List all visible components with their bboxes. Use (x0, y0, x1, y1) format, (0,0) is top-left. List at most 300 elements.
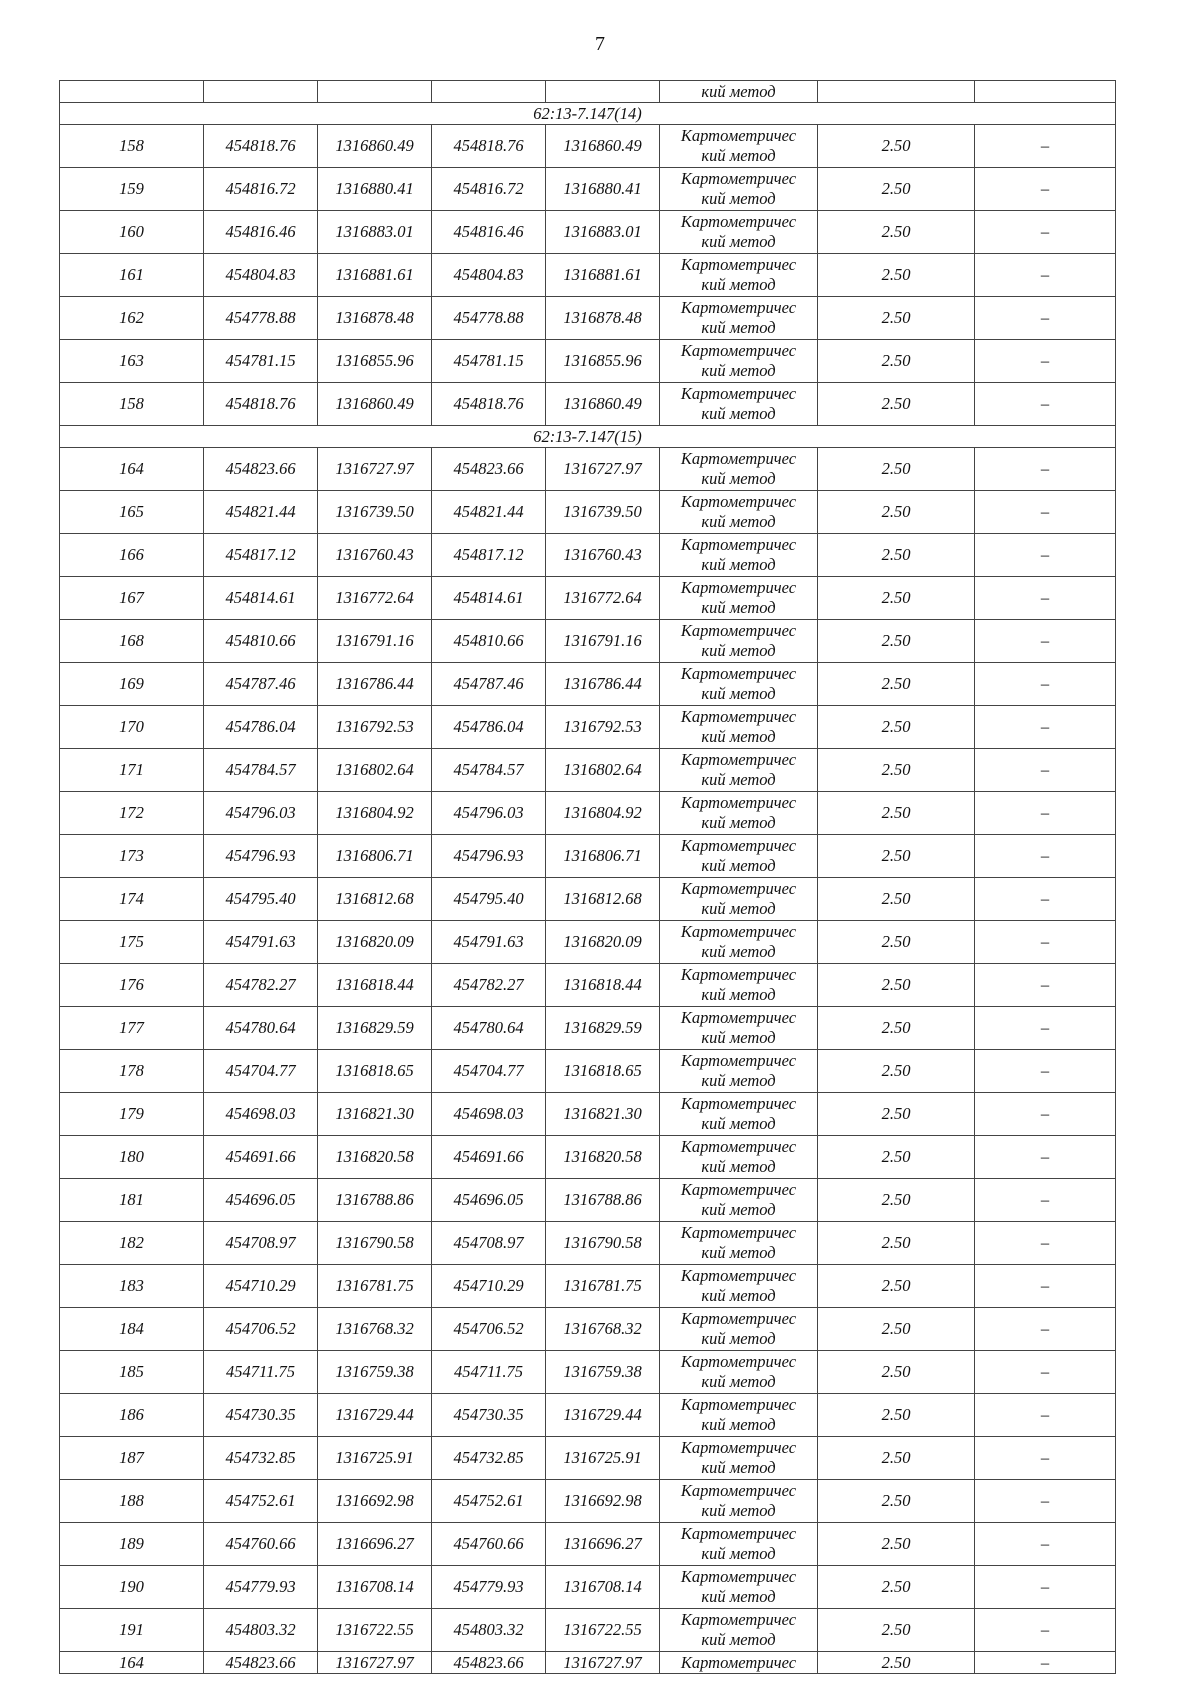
x-coord-new: 454732.85 (432, 1437, 546, 1480)
x-coord-new: 454803.32 (432, 1609, 546, 1652)
y-coord-existing: 1316820.09 (318, 921, 432, 964)
coordinates-table (59, 80, 1116, 1674)
x-coord-existing: 454779.93 (204, 1566, 318, 1609)
x-coord-new: 454782.27 (432, 964, 546, 1007)
y-coord-new: 1316806.71 (546, 835, 660, 878)
x-coord-new: 454781.15 (432, 340, 546, 383)
method-cell (660, 297, 818, 340)
note: – (975, 1394, 1116, 1437)
y-coord-new: 1316860.49 (546, 383, 660, 426)
x-coord-new: 454823.66 (432, 448, 546, 491)
x-coord-existing: 454804.83 (204, 254, 318, 297)
x-coord-new: 454804.83 (432, 254, 546, 297)
accuracy: 2.50 (818, 1394, 975, 1437)
y-coord-new: 1316804.92 (546, 792, 660, 835)
y-coord-new: 1316812.68 (546, 878, 660, 921)
x-coord-new: 454814.61 (432, 577, 546, 620)
y-coord-existing: 1316806.71 (318, 835, 432, 878)
y-coord-existing: 1316790.58 (318, 1222, 432, 1265)
y-coord-new: 1316725.91 (546, 1437, 660, 1480)
method-cell (660, 168, 818, 211)
method-line-2: кий метод (701, 942, 776, 961)
method-cell (660, 620, 818, 663)
table-row (60, 491, 1116, 534)
x-coord-new: 454710.29 (432, 1265, 546, 1308)
y-coord-new: 1316820.09 (546, 921, 660, 964)
x-coord-new: 454778.88 (432, 297, 546, 340)
x-coord-new: 454795.40 (432, 878, 546, 921)
method-cell (660, 1351, 818, 1394)
note: – (975, 1265, 1116, 1308)
note: – (975, 1093, 1116, 1136)
method-cell (660, 383, 818, 426)
point-number: 176 (60, 964, 204, 1007)
accuracy: 2.50 (818, 1652, 975, 1674)
y-coord-existing: 1316727.97 (318, 1652, 432, 1674)
x-coord-new: 454708.97 (432, 1222, 546, 1265)
note: – (975, 340, 1116, 383)
x-coord-new: 454817.12 (432, 534, 546, 577)
accuracy: 2.50 (818, 534, 975, 577)
method-line-1: Картометричес (680, 793, 797, 812)
point-number: 169 (60, 663, 204, 706)
method-line-2: кий метод (701, 684, 776, 703)
x-coord-existing: 454823.66 (204, 448, 318, 491)
method-line-2: кий метод (701, 1501, 776, 1520)
method-line-1: Картометричес (680, 535, 797, 554)
y-coord-new: 1316696.27 (546, 1523, 660, 1566)
y-coord-new: 1316739.50 (546, 491, 660, 534)
method-line-2: кий метод (701, 1587, 776, 1606)
method-cell (660, 1007, 818, 1050)
method-line-1: Картометричес (680, 1395, 797, 1414)
x-coord-existing: 454691.66 (204, 1136, 318, 1179)
x-coord-existing: 454796.93 (204, 835, 318, 878)
x-coord-existing: 454803.32 (204, 1609, 318, 1652)
y-coord-existing: 1316788.86 (318, 1179, 432, 1222)
note: – (975, 1437, 1116, 1480)
point-number: 172 (60, 792, 204, 835)
method-line-1: Картометричес (680, 1438, 797, 1457)
method-cell (660, 1308, 818, 1351)
point-number: 162 (60, 297, 204, 340)
table-row (60, 1308, 1116, 1351)
method-line-2: кий метод (701, 770, 776, 789)
method-cell (660, 1050, 818, 1093)
accuracy: 2.50 (818, 749, 975, 792)
method-cell (660, 534, 818, 577)
note: – (975, 1351, 1116, 1394)
method-line-2: кий метод (701, 899, 776, 918)
table-row (60, 211, 1116, 254)
table-row (60, 1394, 1116, 1437)
x-coord-new: 454704.77 (432, 1050, 546, 1093)
x-coord-existing: 454704.77 (204, 1050, 318, 1093)
method-line-1: Картометричес (680, 1180, 797, 1199)
table-row (60, 1437, 1116, 1480)
note: – (975, 964, 1116, 1007)
note: – (975, 1480, 1116, 1523)
y-coord-existing: 1316820.58 (318, 1136, 432, 1179)
table-row (60, 1050, 1116, 1093)
point-number: 164 (60, 1652, 204, 1674)
y-coord-new: 1316802.64 (546, 749, 660, 792)
note: – (975, 211, 1116, 254)
method-line-1: Картометричес (680, 707, 797, 726)
accuracy: 2.50 (818, 491, 975, 534)
x-coord-existing: 454814.61 (204, 577, 318, 620)
note: – (975, 1179, 1116, 1222)
y-coord-existing: 1316881.61 (318, 254, 432, 297)
method-line-2: кий метод (701, 361, 776, 380)
method-line-2: кий метод (701, 1329, 776, 1348)
y-coord-existing: 1316725.91 (318, 1437, 432, 1480)
x-coord-existing: 454780.64 (204, 1007, 318, 1050)
note: – (975, 1308, 1116, 1351)
point-number: 163 (60, 340, 204, 383)
accuracy: 2.50 (818, 1351, 975, 1394)
note: – (975, 706, 1116, 749)
table-row (60, 706, 1116, 749)
point-number: 159 (60, 168, 204, 211)
method-line-1: Картометричес (680, 449, 797, 468)
table-row (60, 534, 1116, 577)
y-coord-existing: 1316860.49 (318, 125, 432, 168)
method-line-1: Картометричес (680, 1094, 797, 1113)
method-line-1: Картометричес (680, 664, 797, 683)
continuation-row (60, 81, 1116, 103)
method-cell (660, 749, 818, 792)
point-number: 166 (60, 534, 204, 577)
method-line-1: Картометричес (680, 126, 797, 145)
method-cell (660, 1394, 818, 1437)
method-line-2: кий метод (701, 641, 776, 660)
x-coord-new: 454821.44 (432, 491, 546, 534)
y-coord-new: 1316792.53 (546, 706, 660, 749)
method-line-1: Картометричес (680, 836, 797, 855)
method-cell (660, 964, 818, 1007)
point-number: 186 (60, 1394, 204, 1437)
note: – (975, 1050, 1116, 1093)
point-number: 178 (60, 1050, 204, 1093)
x-coord-existing: 454781.15 (204, 340, 318, 383)
method-line-1: Картометричес (680, 750, 797, 769)
table-row (60, 835, 1116, 878)
note: – (975, 878, 1116, 921)
method-cell (660, 1652, 818, 1674)
accuracy: 2.50 (818, 1222, 975, 1265)
method-cell (660, 125, 818, 168)
accuracy: 2.50 (818, 254, 975, 297)
y-coord-existing: 1316878.48 (318, 297, 432, 340)
x-coord-new: 454730.35 (432, 1394, 546, 1437)
method-line-1: Картометричес (680, 1266, 797, 1285)
method-cell (660, 1523, 818, 1566)
method-cell (660, 792, 818, 835)
method-line-2: кий метод (701, 1028, 776, 1047)
x-coord-existing: 454821.44 (204, 491, 318, 534)
point-number: 188 (60, 1480, 204, 1523)
point-number: 183 (60, 1265, 204, 1308)
method-line-2: кий метод (701, 275, 776, 294)
method-cell (660, 1566, 818, 1609)
y-coord-existing: 1316792.53 (318, 706, 432, 749)
x-coord-existing: 454817.12 (204, 534, 318, 577)
table-row (60, 921, 1116, 964)
y-coord-new: 1316788.86 (546, 1179, 660, 1222)
point-number: 184 (60, 1308, 204, 1351)
note: – (975, 792, 1116, 835)
y-coord-existing: 1316804.92 (318, 792, 432, 835)
y-coord-new: 1316820.58 (546, 1136, 660, 1179)
method-line-1: Картометричес (680, 1567, 797, 1586)
accuracy: 2.50 (818, 1179, 975, 1222)
y-coord-new: 1316722.55 (546, 1609, 660, 1652)
table-row (60, 749, 1116, 792)
x-coord-new: 454816.46 (432, 211, 546, 254)
table-row (60, 1480, 1116, 1523)
y-coord-existing: 1316781.75 (318, 1265, 432, 1308)
table-row (60, 878, 1116, 921)
accuracy: 2.50 (818, 1480, 975, 1523)
point-number: 167 (60, 577, 204, 620)
note: – (975, 663, 1116, 706)
accuracy: 2.50 (818, 620, 975, 663)
accuracy: 2.50 (818, 1007, 975, 1050)
x-coord-new: 454696.05 (432, 1179, 546, 1222)
method-line-2: кий метод (701, 1114, 776, 1133)
point-number: 174 (60, 878, 204, 921)
method-line-1: Картометричес (680, 169, 797, 188)
x-coord-new: 454698.03 (432, 1093, 546, 1136)
method-cell (660, 1437, 818, 1480)
x-coord-new: 454786.04 (432, 706, 546, 749)
table-row (60, 1523, 1116, 1566)
method-line-1: Картометричес (680, 1652, 797, 1672)
method-line-1: Картометричес (680, 1223, 797, 1242)
method-cell (660, 1609, 818, 1652)
y-coord-existing: 1316818.44 (318, 964, 432, 1007)
table-row (60, 1351, 1116, 1394)
table-row (60, 663, 1116, 706)
accuracy: 2.50 (818, 168, 975, 211)
table-row (60, 448, 1116, 491)
y-coord-existing: 1316802.64 (318, 749, 432, 792)
method-cell (660, 878, 818, 921)
method-cell (660, 211, 818, 254)
y-coord-existing: 1316812.68 (318, 878, 432, 921)
accuracy: 2.50 (818, 340, 975, 383)
x-coord-new: 454711.75 (432, 1351, 546, 1394)
point-number: 158 (60, 383, 204, 426)
method-line-2: кий метод (701, 856, 776, 875)
x-coord-existing: 454818.76 (204, 383, 318, 426)
note: – (975, 577, 1116, 620)
method-line-2: кий метод (701, 1630, 776, 1649)
method-cell (660, 491, 818, 534)
y-coord-existing: 1316692.98 (318, 1480, 432, 1523)
method-cell (660, 254, 818, 297)
point-number: 168 (60, 620, 204, 663)
x-coord-existing: 454732.85 (204, 1437, 318, 1480)
y-coord-existing: 1316739.50 (318, 491, 432, 534)
method-line-1: Картометричес (680, 879, 797, 898)
note: – (975, 1652, 1116, 1674)
method-line-1: Картометричес (680, 1309, 797, 1328)
note: – (975, 1222, 1116, 1265)
method-line-2: кий метод (701, 1071, 776, 1090)
accuracy: 2.50 (818, 1265, 975, 1308)
y-coord-existing: 1316708.14 (318, 1566, 432, 1609)
x-coord-new: 454787.46 (432, 663, 546, 706)
method-line-1: Картометричес (680, 1137, 797, 1156)
method-cell (660, 663, 818, 706)
y-coord-existing: 1316818.65 (318, 1050, 432, 1093)
method-line-2: кий метод (701, 1544, 776, 1563)
method-line-2: кий метод (701, 1458, 776, 1477)
note: – (975, 534, 1116, 577)
y-coord-new: 1316790.58 (546, 1222, 660, 1265)
table-row (60, 620, 1116, 663)
y-coord-new: 1316729.44 (546, 1394, 660, 1437)
note: – (975, 749, 1116, 792)
x-coord-existing: 454710.29 (204, 1265, 318, 1308)
method-line-1: Картометричес (680, 212, 797, 231)
accuracy: 2.50 (818, 878, 975, 921)
point-number: 177 (60, 1007, 204, 1050)
table-row (60, 254, 1116, 297)
method-cell (660, 706, 818, 749)
method-line-1: Картометричес (680, 578, 797, 597)
accuracy: 2.50 (818, 835, 975, 878)
table-row (60, 297, 1116, 340)
method-cell (660, 1179, 818, 1222)
y-coord-new: 1316781.75 (546, 1265, 660, 1308)
accuracy: 2.50 (818, 1308, 975, 1351)
section-header-row (60, 426, 1116, 448)
table-row (60, 1136, 1116, 1179)
point-number: 180 (60, 1136, 204, 1179)
note: – (975, 1136, 1116, 1179)
y-coord-new: 1316772.64 (546, 577, 660, 620)
note: – (975, 383, 1116, 426)
method-line-1: Картометричес (680, 1051, 797, 1070)
accuracy: 2.50 (818, 1566, 975, 1609)
accuracy: 2.50 (818, 921, 975, 964)
accuracy: 2.50 (818, 448, 975, 491)
y-coord-new: 1316821.30 (546, 1093, 660, 1136)
method-line-1: Картометричес (680, 965, 797, 984)
point-number: 179 (60, 1093, 204, 1136)
method-cell (660, 1265, 818, 1308)
point-number: 191 (60, 1609, 204, 1652)
x-coord-new: 454796.03 (432, 792, 546, 835)
x-coord-new: 454752.61 (432, 1480, 546, 1523)
x-coord-existing: 454730.35 (204, 1394, 318, 1437)
y-coord-new: 1316727.97 (546, 448, 660, 491)
x-coord-existing: 454787.46 (204, 663, 318, 706)
y-coord-existing: 1316772.64 (318, 577, 432, 620)
point-number: 182 (60, 1222, 204, 1265)
point-number: 187 (60, 1437, 204, 1480)
method-line-2: кий метод (701, 1415, 776, 1434)
x-coord-new: 454791.63 (432, 921, 546, 964)
y-coord-new: 1316791.16 (546, 620, 660, 663)
accuracy: 2.50 (818, 577, 975, 620)
accuracy: 2.50 (818, 663, 975, 706)
method-cell (660, 340, 818, 383)
note: – (975, 1007, 1116, 1050)
point-number: 175 (60, 921, 204, 964)
method-line-2: кий метод (701, 1243, 776, 1262)
x-coord-new: 454796.93 (432, 835, 546, 878)
x-coord-existing: 454818.76 (204, 125, 318, 168)
method-line-2: кий метод (701, 727, 776, 746)
table-row (60, 964, 1116, 1007)
x-coord-existing: 454696.05 (204, 1179, 318, 1222)
accuracy: 2.50 (818, 1609, 975, 1652)
note: – (975, 448, 1116, 491)
point-number: 189 (60, 1523, 204, 1566)
y-coord-new: 1316880.41 (546, 168, 660, 211)
note: – (975, 491, 1116, 534)
x-coord-existing: 454796.03 (204, 792, 318, 835)
method-cell (660, 448, 818, 491)
x-coord-existing: 454760.66 (204, 1523, 318, 1566)
x-coord-existing: 454706.52 (204, 1308, 318, 1351)
method-tail: кий метод (660, 81, 818, 103)
x-coord-existing: 454816.72 (204, 168, 318, 211)
note: – (975, 1566, 1116, 1609)
table-row (60, 577, 1116, 620)
y-coord-existing: 1316821.30 (318, 1093, 432, 1136)
accuracy: 2.50 (818, 383, 975, 426)
x-coord-existing: 454795.40 (204, 878, 318, 921)
method-cell (660, 1136, 818, 1179)
table-row (60, 1179, 1116, 1222)
y-coord-new: 1316692.98 (546, 1480, 660, 1523)
y-coord-new: 1316878.48 (546, 297, 660, 340)
note: – (975, 1609, 1116, 1652)
x-coord-new: 454706.52 (432, 1308, 546, 1351)
note: – (975, 835, 1116, 878)
note: – (975, 168, 1116, 211)
x-coord-new: 454691.66 (432, 1136, 546, 1179)
x-coord-existing: 454778.88 (204, 297, 318, 340)
point-number: 165 (60, 491, 204, 534)
x-coord-existing: 454810.66 (204, 620, 318, 663)
y-coord-existing: 1316696.27 (318, 1523, 432, 1566)
table-body (60, 81, 1116, 1674)
section-header-row (60, 103, 1116, 125)
method-line-1: Картометричес (680, 621, 797, 640)
point-number: 160 (60, 211, 204, 254)
accuracy: 2.50 (818, 125, 975, 168)
y-coord-existing: 1316860.49 (318, 383, 432, 426)
y-coord-existing: 1316722.55 (318, 1609, 432, 1652)
section-title: 62:13-7.147(14) (60, 103, 1116, 125)
x-coord-existing: 454698.03 (204, 1093, 318, 1136)
note: – (975, 125, 1116, 168)
method-line-1: Картометричес (680, 492, 797, 511)
x-coord-existing: 454816.46 (204, 211, 318, 254)
y-coord-new: 1316829.59 (546, 1007, 660, 1050)
point-number: 190 (60, 1566, 204, 1609)
method-line-2: кий метод (701, 598, 776, 617)
method-line-2: кий метод (701, 189, 776, 208)
y-coord-new: 1316818.44 (546, 964, 660, 1007)
table-row (60, 1609, 1116, 1652)
